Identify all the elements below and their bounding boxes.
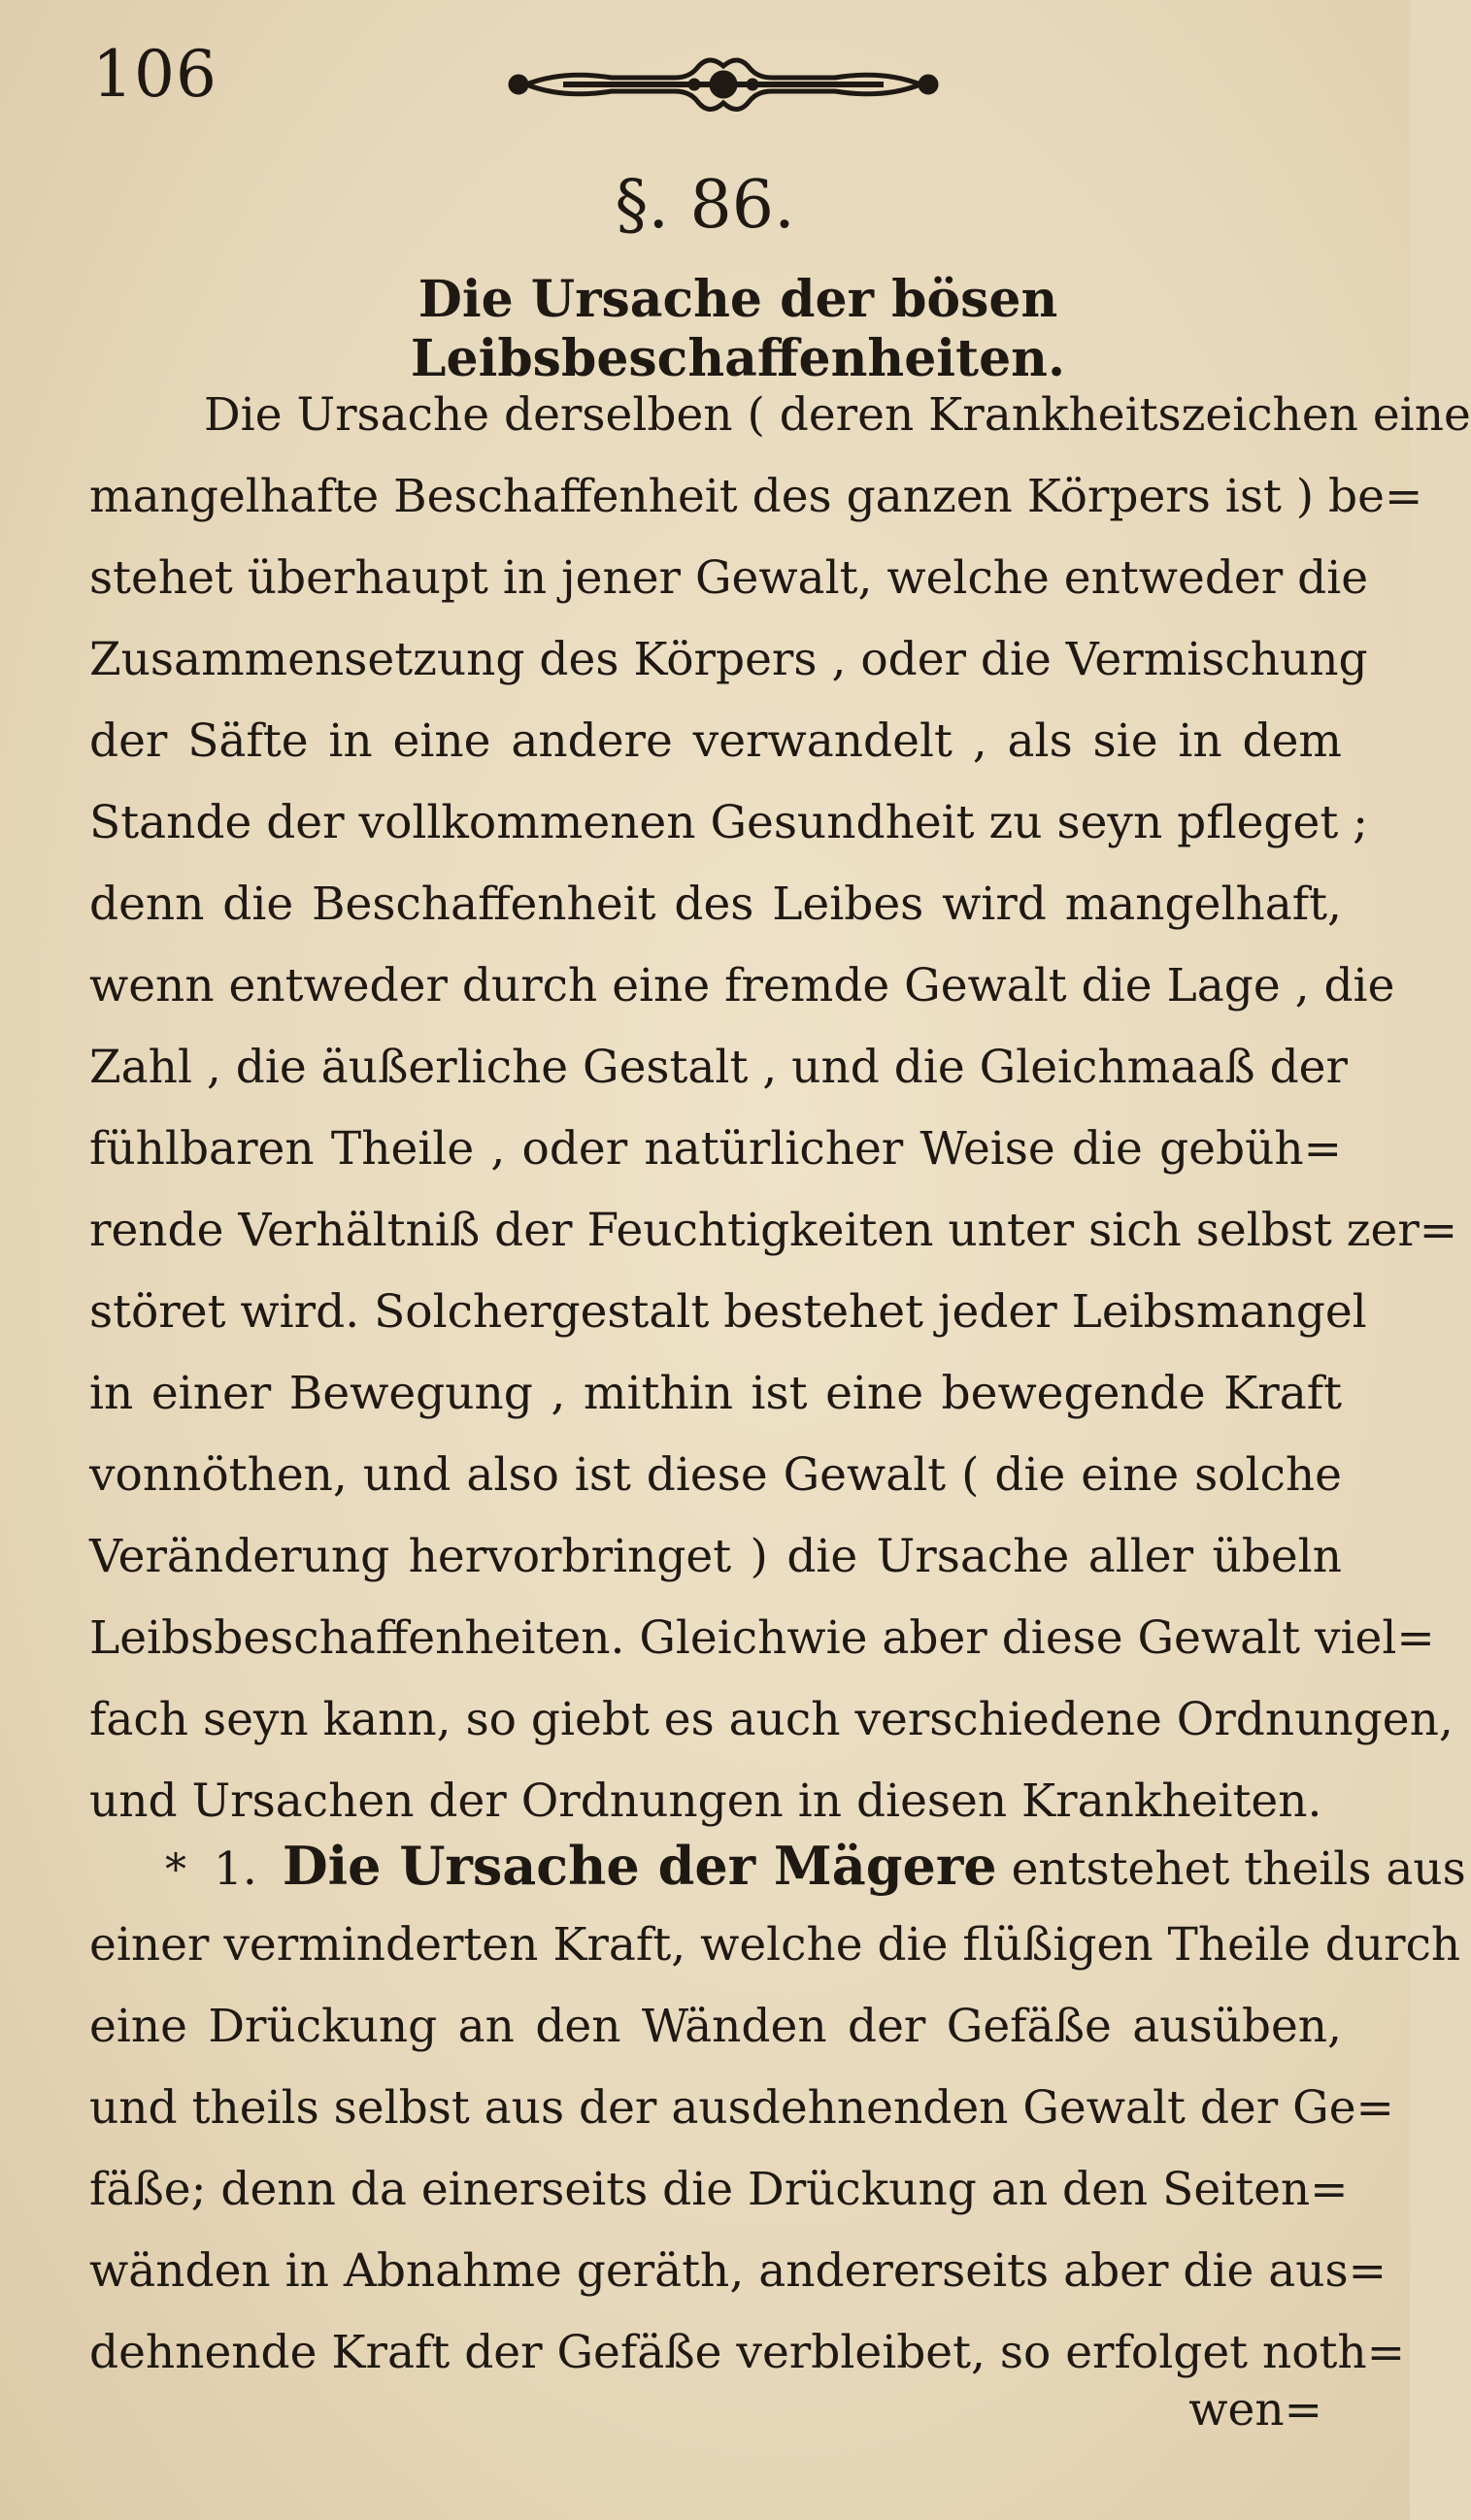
note-lead: Die Ursache der Mägere bbox=[282, 1835, 997, 1897]
paragraph-line: denn die Beschaffenheit des Leibes wird mangelhaft, bbox=[89, 878, 1342, 931]
paragraph-line: Stande der vollkommenen Gesundheit zu seyn pfleget ; bbox=[89, 796, 1368, 849]
paragraph-line: in einer Bewegung , mithin ist eine bewegende Kraft bbox=[89, 1367, 1342, 1420]
printer-ornament-icon bbox=[505, 49, 942, 121]
footnote-line: und theils selbst aus der ausdehnenden Gewalt der Ge= bbox=[89, 2081, 1394, 2135]
paragraph-line: der Säfte in eine andere verwandelt , als sie in dem bbox=[89, 714, 1342, 768]
paragraph-line: Die Ursache derselben ( deren Krankheitszeichen eine bbox=[204, 388, 1471, 442]
section-number: §. 86. bbox=[615, 167, 795, 244]
paragraph-line: rende Verhältniß der Feuchtigkeiten unter sich selbst zer= bbox=[89, 1204, 1458, 1257]
paragraph-line: fühlbaren Theile , oder natürlicher Weise die gebüh= bbox=[89, 1122, 1342, 1176]
paragraph-line: Zahl , die äußerliche Gestalt , und die Gleichmaaß der bbox=[89, 1041, 1348, 1094]
footnote-first-line bbox=[165, 1835, 1466, 1897]
footnote-line: dehnende Kraft der Gefäße verbleibet, so erfolget noth= bbox=[89, 2326, 1406, 2379]
note-number: 1. bbox=[214, 1842, 257, 1896]
paragraph-line: wenn entweder durch eine fremde Gewalt die Lage , die bbox=[89, 959, 1395, 1012]
paragraph-line: mangelhafte Beschaffenheit des ganzen Körpers ist ) be= bbox=[89, 470, 1423, 523]
paragraph-line: Veränderung hervorbringet ) die Ursache aller übeln bbox=[89, 1530, 1342, 1583]
paragraph-line: Zusammensetzung des Körpers , oder die Vermischung bbox=[89, 633, 1368, 686]
footnote-line: einer verminderten Kraft, welche die flüßigen Theile durch bbox=[89, 1918, 1461, 1972]
paragraph-line: Leibsbeschaffenheiten. Gleichwie aber diese Gewalt viel= bbox=[89, 1611, 1435, 1665]
paragraph-line: vonnöthen, und also ist diese Gewalt ( die eine solche bbox=[89, 1448, 1342, 1502]
paragraph-line: fach seyn kann, so giebt es auch verschiedene Ordnungen, bbox=[89, 1693, 1454, 1746]
footnote-line: wänden in Abnahme geräth, andererseits aber die aus= bbox=[89, 2244, 1387, 2298]
paragraph-line: störet wird. Solchergestalt bestehet jeder Leibsmangel bbox=[89, 1285, 1367, 1339]
note-lead-rest: entstehet theils aus bbox=[1011, 1842, 1466, 1896]
paragraph-line: stehet überhaupt in jener Gewalt, welche entweder die bbox=[89, 551, 1369, 605]
page-number: 106 bbox=[92, 37, 217, 112]
asterisk-marker: * bbox=[165, 1845, 186, 1895]
section-title: Die Ursache der bösen Leibsbeschaffenheiten. bbox=[410, 270, 1066, 388]
footnote-line: eine Drückung an den Wänden der Gefäße ausüben, bbox=[89, 2000, 1342, 2053]
footnote-line: fäße; denn da einerseits die Drückung an den Seiten= bbox=[89, 2163, 1349, 2216]
catchword: wen= bbox=[1188, 2383, 1322, 2437]
paragraph-line: und Ursachen der Ordnungen in diesen Krankheiten. bbox=[89, 1774, 1322, 1828]
